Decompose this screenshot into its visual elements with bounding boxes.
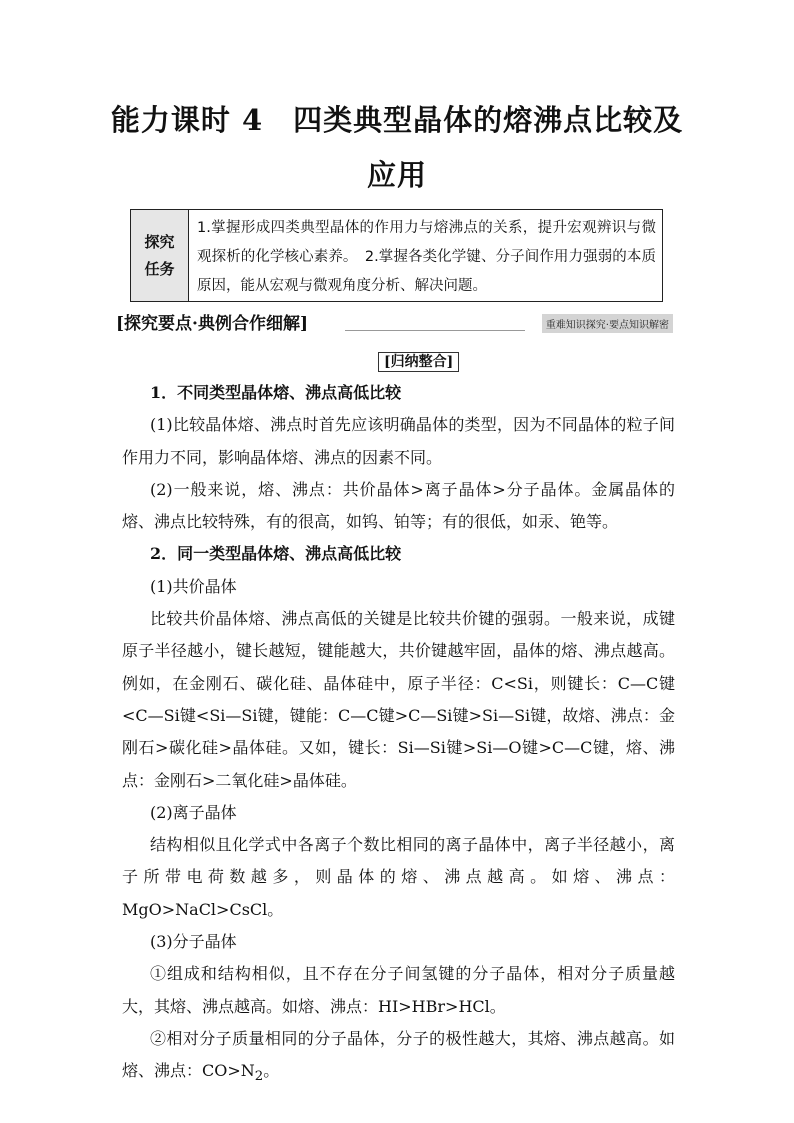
- paragraph-ionic: 结构相似且化学式中各离子个数比相同的离子晶体中，离子半径越小，离子所带电荷数越多，则晶体的熔、沸点越高。如熔、沸点：MgO>NaCl>CsCl。: [122, 835, 675, 919]
- subheading-molecular: (3)分子晶体: [150, 932, 237, 952]
- task-text: 1.掌握形成四类典型晶体的作用力与熔沸点的关系，提升宏观辨识与微观探析的化学核心素养。 2.掌握各类化学键、分子间作用力强弱的本质原因，能从宏观与微观角度分析、解决问题。: [197, 220, 656, 294]
- section-tag: 重难知识探究·要点知识解密: [542, 314, 673, 333]
- summary-badge: [归纳整合]: [378, 352, 459, 372]
- paragraph-covalent: 比较共价晶体熔、沸点高低的关键是比较共价键的强弱。一般来说，成键原子半径越小，键长越短，键能越大，共价键越牢固，晶体的熔、沸点越高。例如，在金刚石、碳化硅、晶体硅中，原子半径：C<Si，则键长：C—C键<C—Si键<Si—Si键，键能：C—C键>C—Si键>Si—Si键，故熔、沸点：金刚石>碳化硅>晶体硅。又如，键长：Si—Si键>Si—O键>C—C键，熔、沸点：金刚石>二氧化硅>晶体硅。: [122, 609, 675, 790]
- paragraph-2: (2)一般来说，熔、沸点：共价晶体>离子晶体>分子晶体。金属晶体的熔、沸点比较特殊，有的很高，如钨、铂等；有的很低，如汞、铯等。: [122, 479, 675, 532]
- paragraph-molecular-2: [122, 1023, 675, 1094]
- task-label-line2: 任务: [144, 259, 175, 278]
- section-divider: [345, 330, 525, 331]
- subheading-ionic: (2)离子晶体: [150, 802, 237, 822]
- heading-2: 2．同一类型晶体熔、沸点高低比较: [150, 544, 402, 564]
- task-label: [131, 210, 189, 301]
- paragraph-molecular-2-end: 。: [263, 1061, 280, 1081]
- paragraph-molecular-1: ①组成和结构相似，且不存在分子间氢键的分子晶体，相对分子质量越大，其熔、沸点越高。如熔、沸点：HI>HBr>HCl。: [122, 964, 675, 1016]
- subheading-covalent: (1)共价晶体: [150, 576, 237, 596]
- task-label-line1: 探究: [144, 232, 175, 251]
- page-title-line2: 应用: [366, 158, 427, 192]
- page-title-line1: 能力课时 4 四类典型晶体的熔沸点比较及: [110, 103, 684, 137]
- task-box: [130, 209, 663, 302]
- subscript-2: 2: [254, 1069, 264, 1085]
- main-content: [122, 377, 675, 1094]
- heading-1: 1．不同类型晶体熔、沸点高低比较: [150, 383, 402, 402]
- paragraph-1: (1)比较晶体熔、沸点时首先应该明确晶体的类型，因为不同晶体的粒子间作用力不同，影响晶体熔、沸点的因素不同。: [122, 415, 675, 467]
- paragraph-molecular-2-text: ②相对分子质量相同的分子晶体，分子的极性越大，其熔、沸点越高。如熔、沸点：CO>N: [122, 1028, 675, 1081]
- section-heading: [探究要点·典例合作细解]: [116, 314, 309, 334]
- section-bar: [116, 309, 673, 335]
